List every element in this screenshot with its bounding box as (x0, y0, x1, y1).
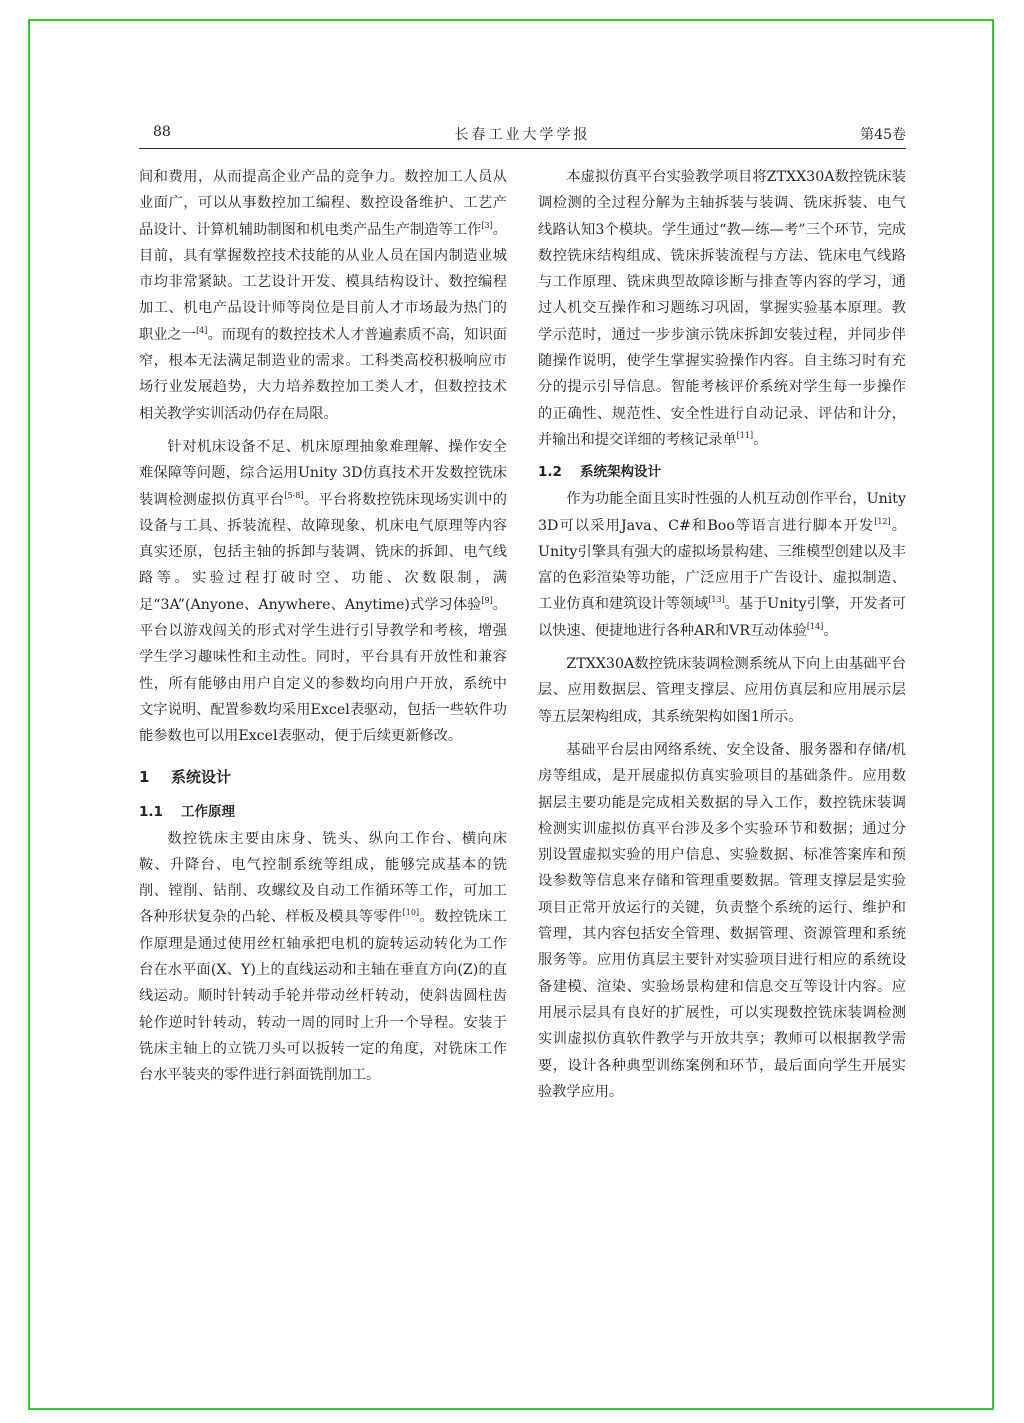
paragraph: 针对机床设备不足、机床原理抽象难理解、操作安全难保障等问题，综合运用Unity 3D仿真技术开发数控铣床装调检测虚拟仿真平台[5-8]。平台将数控铣床现场实训中的设备与工具、拆装流程、故障现象、机床电气原理等内容真实还原，包括主轴的拆卸与装调、铣床的拆卸、电气线路等。实验过程打破时空、功能、次数限制，满足“3A”(Anyone、Anywhere、Anytime)式学习体验[9]。平台以游戏闯关的形式对学生进行引导教学和考核，增强学生学习趣味性和主动性。同时，平台具有开放性和兼容性，所有能够由用户自定义的参数均向用户开放，系统中文字说明、配置参数均采用Excel表驱动，包括一些软件功能参数也可以用Excel表驱动，便于后续更新修改。 (139, 438, 507, 745)
citation: [12] (874, 516, 891, 526)
subsection-heading: 1.2 系统架构设计 (538, 464, 661, 481)
paragraph: ZTXX30A数控铣床装调检测系统从下向上由基础平台层、应用数据层、管理支撑层、应用仿真层和应用展示层等五层架构组成，其系统架构如图1所示。 (538, 656, 906, 725)
right-column (538, 164, 906, 1112)
citation: [4] (196, 325, 208, 335)
paragraph: 基础平台层由网络系统、安全设备、服务器和存储/机房等组成，是开展虚拟仿真实验项目的基础条件。应用数据层主要功能是完成相关数据的导入工作，数控铣床装调检测实训虚拟仿真平台涉及多个实验环节和数据；通过分别设置虚拟实验的用户信息、实验数据、标准答案库和预设参数等信息来存储和管理重要数据。管理支撑层是实验项目正常开放运行的关键，负责整个系统的运行、维护和管理，其内容包括安全管理、数据管理、资源管理和系统服务等。应用仿真层主要针对实验项目进行相应的系统设备建模、渲染、实验场景构建和信息交互等设计内容。应用展示层具有良好的扩展性，可以实现数控铣床装调检测实训虚拟仿真软件教学与开放共享；教师可以根据教学需要，设计各种典型训练案例和环节，最后面向学生开展实验教学应用。 (538, 741, 906, 1100)
paragraph: 本虚拟仿真平台实验教学项目将ZTXX30A数控铣床装调检测的全过程分解为主轴拆装与装调、铣床拆装、电气线路认知3个模块。学生通过“教—练—考”三个环节，完成数控铣床结构组成、铣床拆装流程与方法、铣床电气线路与工作原理、铣床典型故障诊断与排查等内容的学习，通过人机交互操作和习题练习巩固，掌握实验基本原理。教学示范时，通过一步步演示铣床拆卸安装过程，并同步伴随操作说明，使学生掌握实验操作内容。自主练习时有充分的提示引导信息。智能考核评价系统对学生每一步操作的正确性、规范性、安全性进行自动记录、评估和计分，并输出和提交详细的考核记录单[11]。 (538, 169, 906, 448)
citation: [10] (402, 908, 420, 918)
citation: [9] (481, 595, 493, 605)
left-column (139, 164, 507, 1096)
subsection-heading: 1.1 工作原理 (139, 803, 235, 820)
citation: [3] (481, 220, 493, 230)
paragraph: 间和费用，从而提高企业产品的竞争力。数控加工人员从业面广，可以从事数控加工编程、数控设备维护、工艺产品设计、计算机辅助制图和机电类产品生产制造等工作[3]。目前，具有掌握数控技术技能的从业人员在国内制造业城市均非常紧缺。工艺设计开发、模具结构设计、数控编程加工、机电产品设计师等岗位是目前人才市场最为热门的职业之一[4]。而现有的数控技术人才普遍素质不高，知识面窄，根本无法满足制造业的需求。工科类高校积极响应市场行业发展趋势，大力培养数控加工类人才，但数控技术相关教学实训活动仍存在局限。 (139, 169, 507, 422)
citation: [5-8] (284, 490, 304, 500)
section-heading: 1 系统设计 (139, 767, 232, 786)
volume-label: 第45卷 (860, 127, 906, 143)
citation: [13] (708, 595, 725, 605)
journal-title: 长春工业大学学报 (454, 127, 591, 143)
paragraph: 数控铣床主要由床身、铣头、纵向工作台、横向床鞍、升降台、电气控制系统等组成，能够完成基本的铣削、镗削、钻削、攻螺纹及自动工作循环等工作，可加工各种形状复杂的凸轮、样板及模具等零件[10]。数控铣床工作原理是通过使用丝杠轴承把电机的旋转运动转化为工作台在水平面(X、Y)上的直线运动和主轴在垂直方向(Z)的直线运动。顺时针转动手轮并带动丝杆转动，使斜齿圆柱齿轮作逆时针转动，转动一周的同时上升一个导程。安装于铣床主轴上的立铣刀头可以扳转一定的角度，对铣床工作台水平装夹的零件进行斜面铣削加工。 (139, 830, 507, 1084)
page-number: 88 (153, 124, 171, 140)
paragraph: 作为功能全面且实时性强的人机互动创作平台，Unity 3D可以采用Java、C#和Boo等语言进行脚本开发[12]。Unity引擎具有强大的虚拟场景构建、三维模型创建以及丰富的色彩渲染等功能，广泛应用于广告设计、虚拟制造、工业仿真和建筑设计等领域[13]。基于Unity引擎，开发者可以快速、便捷地进行各种AR和VR互动体验[14]。 (538, 491, 906, 639)
running-header (139, 122, 906, 149)
citation: [11] (736, 430, 754, 440)
citation: [14] (806, 621, 824, 631)
